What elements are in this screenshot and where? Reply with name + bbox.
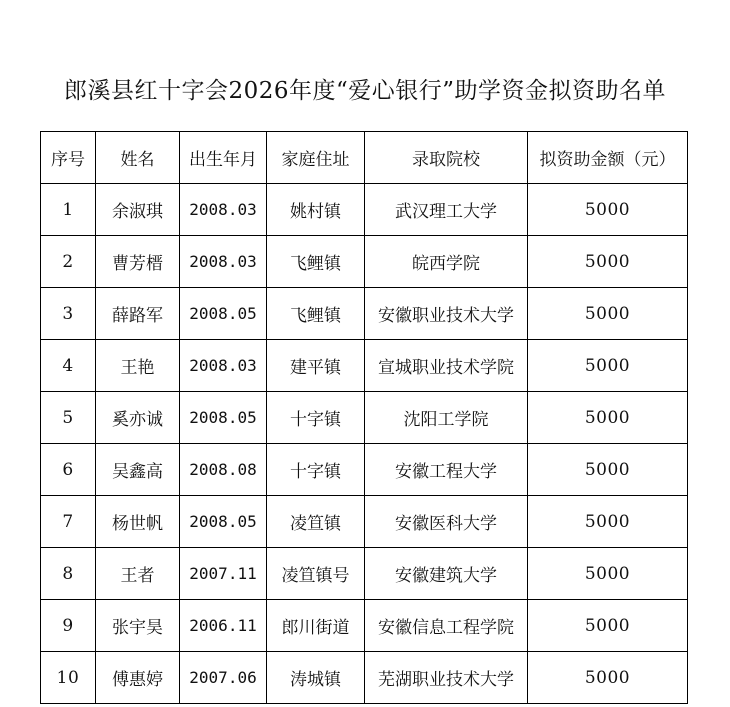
cell-address: 建平镇: [267, 340, 365, 392]
cell-name: 余淑琪: [96, 184, 180, 236]
cell-birth: 2008.05: [180, 496, 267, 548]
cell-amount: 5000: [528, 236, 688, 288]
cell-birth: 2007.06: [180, 652, 267, 704]
cell-index: 8: [41, 548, 96, 600]
cell-amount: 5000: [528, 392, 688, 444]
cell-school: 皖西学院: [365, 236, 528, 288]
cell-amount: 5000: [528, 184, 688, 236]
cell-school: 宣城职业技术学院: [365, 340, 528, 392]
cell-address: 凌笪镇: [267, 496, 365, 548]
cell-name: 王艳: [96, 340, 180, 392]
cell-amount: 5000: [528, 652, 688, 704]
table-row: [41, 236, 688, 288]
cell-address: 十字镇: [267, 392, 365, 444]
cell-index: 6: [41, 444, 96, 496]
cell-birth: 2008.03: [180, 236, 267, 288]
header-cell-address: 家庭住址: [267, 132, 365, 184]
cell-name: 薛路军: [96, 288, 180, 340]
cell-index: 2: [41, 236, 96, 288]
cell-birth: 2008.05: [180, 392, 267, 444]
cell-birth: 2006.11: [180, 600, 267, 652]
cell-index: 7: [41, 496, 96, 548]
table-row: [41, 496, 688, 548]
document-title: 郎溪县红十字会2026年度“爱心银行”助学资金拟资助名单: [63, 78, 667, 104]
cell-address: 姚村镇: [267, 184, 365, 236]
cell-school: 安徽医科大学: [365, 496, 528, 548]
table-row: [41, 548, 688, 600]
cell-name: 杨世帆: [96, 496, 180, 548]
cell-index: 1: [41, 184, 96, 236]
cell-school: 芜湖职业技术大学: [365, 652, 528, 704]
funding-list-table: [40, 131, 688, 704]
cell-name: 奚亦诚: [96, 392, 180, 444]
cell-birth: 2007.11: [180, 548, 267, 600]
cell-index: 9: [41, 600, 96, 652]
cell-address: 郎川街道: [267, 600, 365, 652]
cell-name: 傅惠婷: [96, 652, 180, 704]
cell-name: 吴鑫高: [96, 444, 180, 496]
cell-name: 曹芳榗: [96, 236, 180, 288]
cell-address: 凌笪镇号: [267, 548, 365, 600]
cell-birth: 2008.03: [180, 340, 267, 392]
header-cell-birth: 出生年月: [180, 132, 267, 184]
table-row: [41, 444, 688, 496]
header-cell-index: 序号: [41, 132, 96, 184]
cell-school: 武汉理工大学: [365, 184, 528, 236]
cell-school: 沈阳工学院: [365, 392, 528, 444]
cell-index: 4: [41, 340, 96, 392]
cell-school: 安徽建筑大学: [365, 548, 528, 600]
cell-amount: 5000: [528, 496, 688, 548]
cell-school: 安徽信息工程学院: [365, 600, 528, 652]
header-row: [41, 132, 688, 184]
cell-amount: 5000: [528, 340, 688, 392]
cell-amount: 5000: [528, 288, 688, 340]
header-cell-name: 姓名: [96, 132, 180, 184]
table-row: [41, 600, 688, 652]
cell-birth: 2008.03: [180, 184, 267, 236]
cell-index: 5: [41, 392, 96, 444]
cell-birth: 2008.08: [180, 444, 267, 496]
cell-index: 3: [41, 288, 96, 340]
table-row: [41, 184, 688, 236]
cell-address: 飞鲤镇: [267, 288, 365, 340]
cell-address: 十字镇: [267, 444, 365, 496]
cell-school: 安徽工程大学: [365, 444, 528, 496]
cell-birth: 2008.05: [180, 288, 267, 340]
table-row: [41, 652, 688, 704]
cell-name: 张宇昊: [96, 600, 180, 652]
cell-address: 涛城镇: [267, 652, 365, 704]
cell-amount: 5000: [528, 600, 688, 652]
cell-school: 安徽职业技术大学: [365, 288, 528, 340]
cell-amount: 5000: [528, 548, 688, 600]
cell-name: 王者: [96, 548, 180, 600]
header-cell-school: 录取院校: [365, 132, 528, 184]
table-row: [41, 288, 688, 340]
cell-amount: 5000: [528, 444, 688, 496]
table-row: [41, 340, 688, 392]
table-row: [41, 392, 688, 444]
header-cell-amount: 拟资助金额（元）: [528, 132, 688, 184]
cell-address: 飞鲤镇: [267, 236, 365, 288]
cell-index: 10: [41, 652, 96, 704]
